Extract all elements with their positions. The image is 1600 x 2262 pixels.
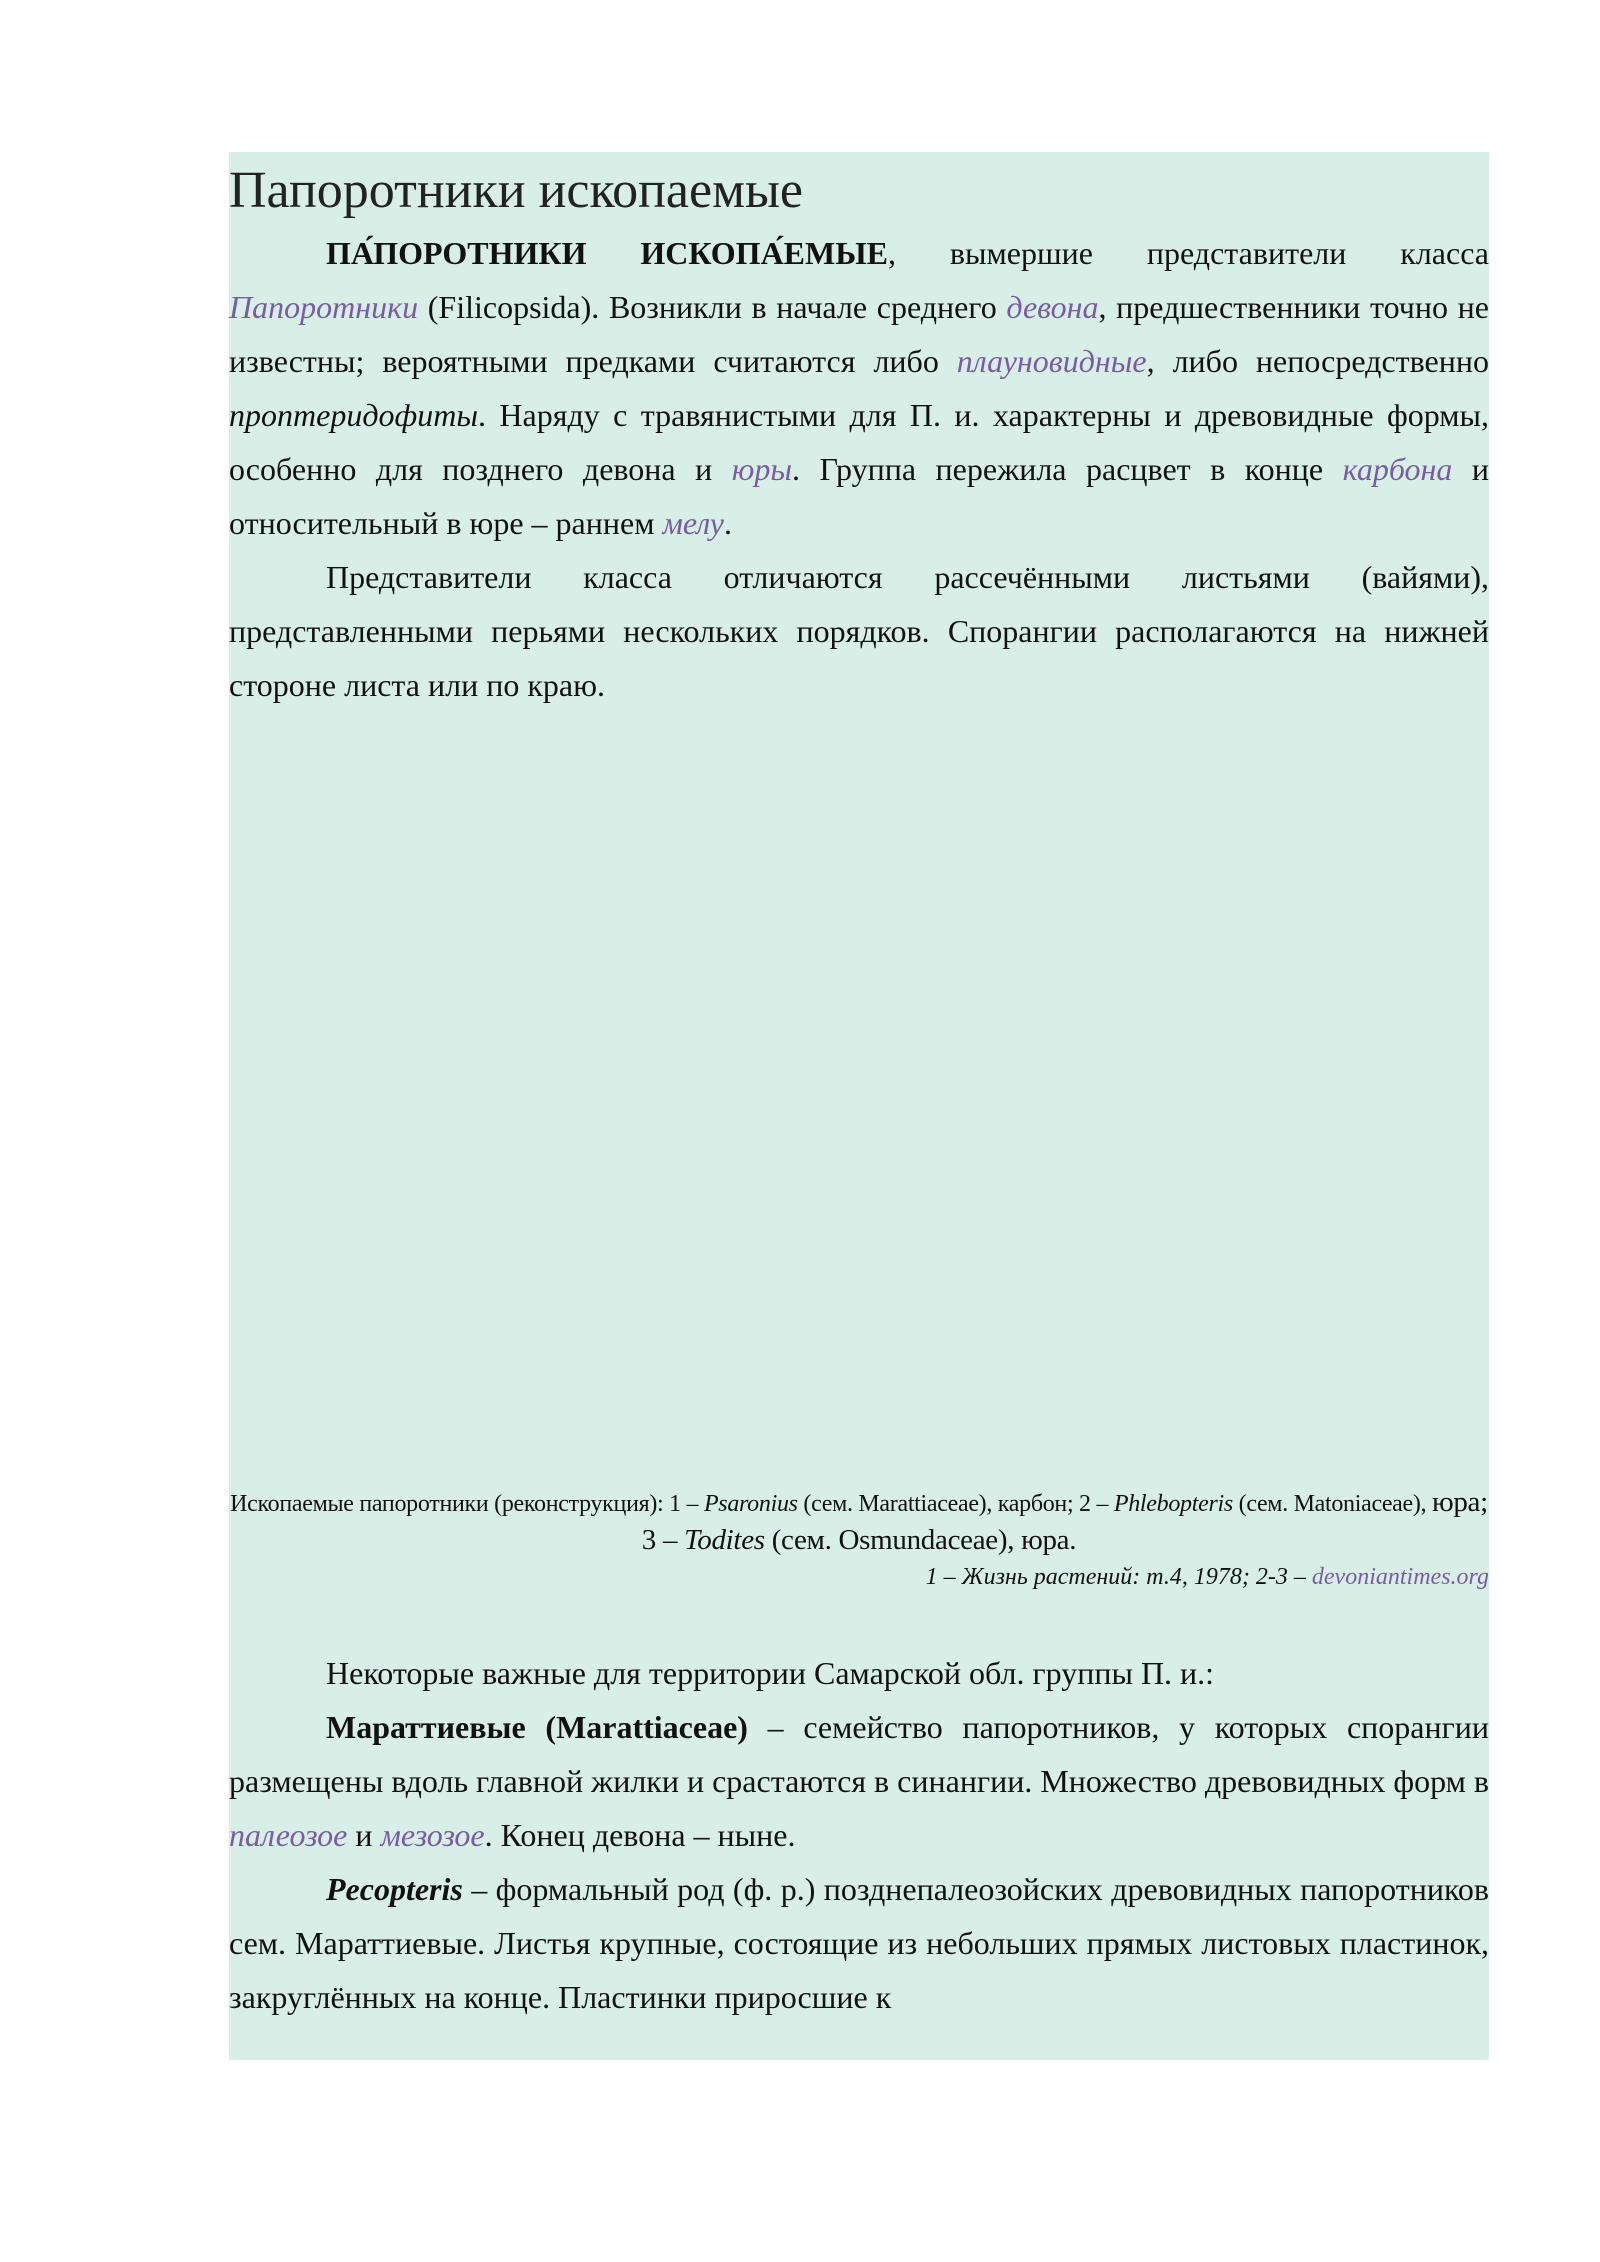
link-devon[interactable]: девона — [1006, 289, 1099, 325]
figure-source — [229, 1560, 1489, 1594]
link-ferns[interactable]: Папоротники — [229, 289, 419, 325]
link-lycopsids[interactable]: плауновидные — [956, 343, 1147, 379]
link-carboniferous[interactable]: карбона — [1342, 451, 1453, 487]
caption-fragment: (сем. Osmundaceae), юра. — [764, 1524, 1077, 1556]
link-jurassic[interactable]: юры — [731, 451, 793, 487]
text-fragment: и — [347, 1817, 381, 1853]
document-content — [229, 152, 1489, 2024]
intro-paragraph — [229, 226, 1489, 550]
text-fragment: . Наряду с травянистыми для П. и. характерны и древовидные формы, особенно для позднего девона и — [229, 397, 1489, 487]
term-headword: Pecopteris — [326, 1871, 463, 1907]
pecopteris-paragraph — [229, 1862, 1489, 2024]
text-fragment: . Конец девона – ныне. — [484, 1817, 796, 1853]
italic-term: проптеридофиты — [229, 397, 478, 433]
text-fragment: . — [724, 505, 732, 541]
text-fragment: – семейство папоротников, у которых спорангии размещены вдоль главной жилки и срастаются в синангии. Множество древовидных форм в — [229, 1709, 1490, 1799]
term-headword: Мараттиевые (Marattiaceae) — [326, 1709, 748, 1745]
link-mesozoic[interactable]: мезозое — [380, 1817, 485, 1853]
figure-area — [229, 712, 1489, 1484]
link-cretaceous[interactable]: мелу — [662, 505, 724, 541]
term-headword: ПА́ПОРОТНИКИ ИСКОПА́ЕМЫЕ — [326, 235, 888, 271]
spacer — [229, 1594, 1489, 1646]
caption-fragment: юра; 3 – — [641, 1486, 1488, 1556]
source-text: 1 – Жизнь растений: т.4, 1978; 2-3 – — [925, 1564, 1312, 1590]
text-fragment: , либо непосредственно — [1146, 343, 1490, 379]
caption-fragment: (сем. Matoniaceae), — [1232, 1491, 1432, 1517]
source-link[interactable]: devoniantimes.org — [1311, 1564, 1489, 1590]
link-paleozoic[interactable]: палеозое — [229, 1817, 348, 1853]
groups-intro-paragraph: Некоторые важные для территории Самарской обл. группы П. и.: — [326, 1655, 1215, 1691]
figure-caption — [229, 1484, 1489, 1560]
marattiaceae-paragraph — [229, 1700, 1489, 1862]
genus-name: Phlebopteris — [1113, 1491, 1233, 1517]
text-fragment: , предшественники точно не известны; вероятными предками считаются либо — [229, 289, 1490, 379]
caption-fragment: (сем. Marattiaceae), карбон; 2 – — [797, 1491, 1114, 1517]
text-fragment: , вымершие представители класса — [888, 235, 1490, 271]
text-fragment: . Группа пережила расцвет в конце — [792, 451, 1343, 487]
description-paragraph: Представители класса отличаются рассечёнными листьями (вайями), представленными перьями нескольких порядков. Спорангии располагаются на нижней стороне листа или по краю. — [229, 559, 1489, 703]
text-fragment: и относительный в юре – раннем — [229, 451, 1490, 541]
text-fragment: (Filicopsida). Возникли в начале среднего — [418, 289, 1007, 325]
genus-name: Todites — [684, 1524, 765, 1556]
page-title: Папоротники ископаемые — [229, 162, 804, 219]
caption-fragment: Ископаемые папоротники (реконструкция): 1 – — [230, 1491, 704, 1517]
genus-name: Psaronius — [703, 1491, 798, 1517]
text-fragment: – формальный род (ф. р.) позднепалеозойских древовидных папоротников сем. Мараттиевые. Листья крупные, состоящие из небольших прямых листовых пластинок, закруглённых на конце. Пластинки приросшие к — [229, 1871, 1489, 2015]
